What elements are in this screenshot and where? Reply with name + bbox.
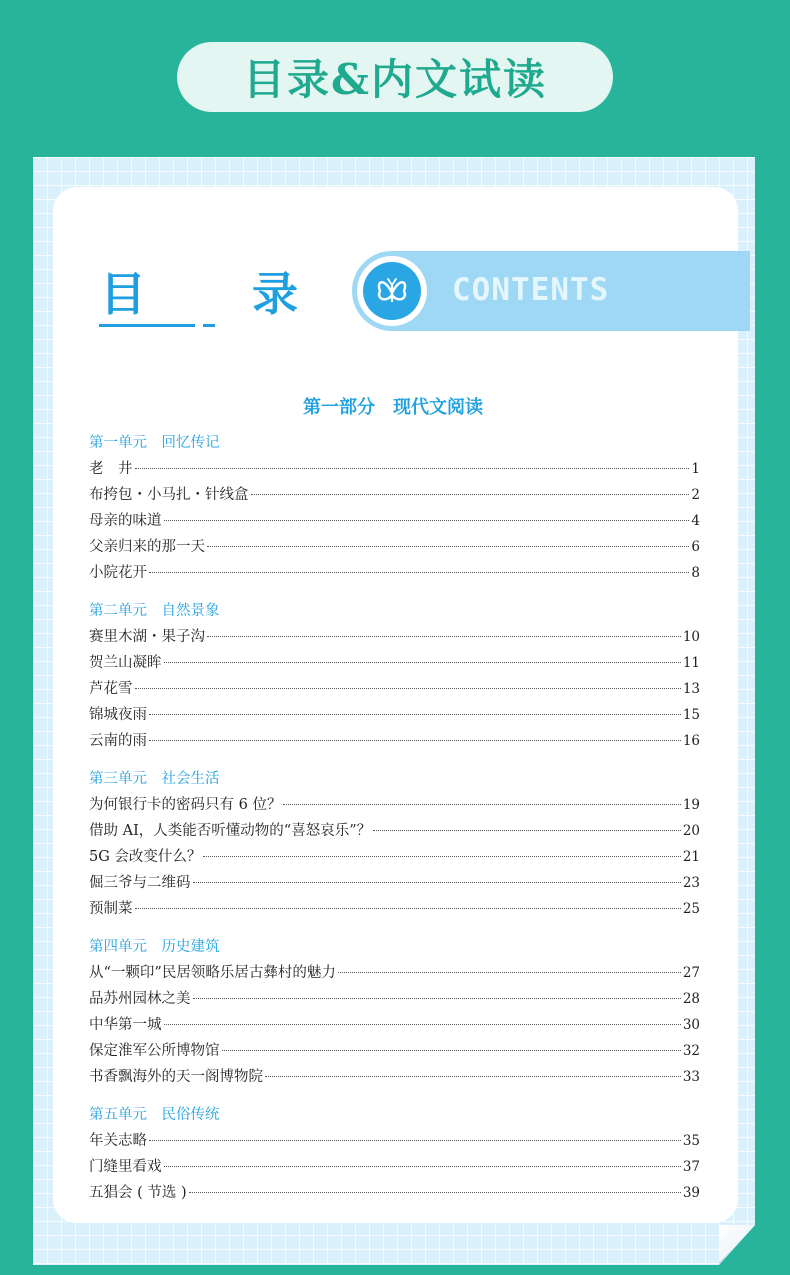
entry-page-number: 20: [682, 823, 700, 839]
toc-entry[interactable]: [89, 729, 700, 749]
dot-leader: [338, 972, 681, 973]
entry-page-number: 13: [682, 681, 700, 697]
contents-label: CONTENTS: [452, 272, 610, 308]
entry-page-number: 10: [682, 629, 700, 645]
dot-leader: [135, 908, 681, 909]
unit-title: 第四单元 历史建筑: [89, 939, 220, 955]
entry-title: 预制菜: [89, 901, 133, 917]
entry-page-number: 15: [682, 707, 700, 723]
toc-entry[interactable]: [89, 457, 700, 477]
toc-entry[interactable]: [89, 897, 700, 917]
toc-entry[interactable]: [89, 703, 700, 723]
dot-leader: [149, 1140, 681, 1141]
entry-title: 五猖会 ( 节选 ): [89, 1185, 187, 1201]
dot-leader: [251, 494, 690, 495]
toc-entry[interactable]: [89, 1155, 700, 1175]
dot-leader: [193, 882, 681, 883]
toc-heading: 目 录: [100, 267, 328, 321]
entry-title: 老 井: [89, 461, 133, 477]
toc-entry[interactable]: [89, 561, 700, 581]
entry-page-number: 6: [691, 539, 700, 555]
dot-leader: [265, 1076, 681, 1077]
toc-entry[interactable]: [89, 819, 700, 839]
entry-page-number: 1: [691, 461, 700, 477]
entry-page-number: 21: [682, 849, 700, 865]
toc-entry[interactable]: [89, 961, 700, 981]
toc-entry[interactable]: [89, 509, 700, 529]
toc-entry[interactable]: [89, 1013, 700, 1033]
dot-leader: [164, 1166, 681, 1167]
entry-title: 布挎包・小马扎・针线盒: [89, 487, 249, 503]
dot-leader: [164, 1024, 681, 1025]
page-banner: 目录&内文试读: [177, 42, 613, 112]
toc-entry[interactable]: [89, 677, 700, 697]
entry-page-number: 4: [691, 513, 700, 529]
entry-page-number: 27: [682, 965, 700, 981]
entry-title: 倔三爷与二维码: [89, 875, 191, 891]
unit-title: 第五单元 民俗传统: [89, 1107, 220, 1123]
entry-title: 品苏州园林之美: [89, 991, 191, 1007]
toc-entry[interactable]: [89, 1039, 700, 1059]
entry-page-number: 11: [682, 655, 700, 671]
entry-page-number: 28: [682, 991, 700, 1007]
butterfly-icon: [363, 262, 421, 320]
entry-page-number: 2: [691, 487, 700, 503]
entry-page-number: 35: [682, 1133, 700, 1149]
toc-entry[interactable]: [89, 1065, 700, 1085]
entry-title: 云南的雨: [89, 733, 147, 749]
toc-entry[interactable]: [89, 651, 700, 671]
entry-title: 从“一颗印”民居领略乐居古彝村的魅力: [89, 965, 336, 981]
unit-title: 第二单元 自然景象: [89, 603, 220, 619]
dot-leader: [373, 830, 681, 831]
entry-title: 年关志略: [89, 1133, 147, 1149]
dot-leader: [164, 662, 681, 663]
dot-leader: [189, 1192, 681, 1193]
dot-leader: [149, 740, 681, 741]
entry-title: 母亲的味道: [89, 513, 162, 529]
entry-page-number: 30: [682, 1017, 700, 1033]
entry-title: 赛里木湖・果子沟: [89, 629, 205, 645]
toc-entry[interactable]: [89, 483, 700, 503]
dot-leader: [193, 998, 681, 999]
dot-leader: [203, 856, 680, 857]
dot-leader: [222, 1050, 681, 1051]
dot-leader: [164, 520, 690, 521]
entry-title: 锦城夜雨: [89, 707, 147, 723]
entry-page-number: 8: [691, 565, 700, 581]
toc-entry[interactable]: [89, 1181, 700, 1201]
toc-entry[interactable]: [89, 871, 700, 891]
entry-page-number: 16: [682, 733, 700, 749]
dot-leader: [149, 714, 681, 715]
entry-title: 芦花雪: [89, 681, 133, 697]
unit-title: 第一单元 回忆传记: [89, 435, 220, 451]
entry-page-number: 37: [682, 1159, 700, 1175]
dot-leader: [135, 468, 690, 469]
entry-title: 门缝里看戏: [89, 1159, 162, 1175]
toc-entry[interactable]: [89, 1129, 700, 1149]
entry-title: 书香飘海外的天一阁博物院: [89, 1069, 263, 1085]
heading-underline-tail: [203, 324, 215, 327]
entry-title: 借助 AI，人类能否听懂动物的“喜怒哀乐”？: [89, 823, 372, 839]
toc-entry[interactable]: [89, 535, 700, 555]
part-title: 第一部分 现代文阅读: [303, 397, 483, 418]
dot-leader: [149, 572, 689, 573]
entry-page-number: 25: [682, 901, 700, 917]
entry-page-number: 23: [682, 875, 700, 891]
dot-leader: [207, 546, 689, 547]
entry-title: 保定淮军公所博物馆: [89, 1043, 220, 1059]
toc-entry[interactable]: [89, 793, 700, 813]
entry-title: 贺兰山凝眸: [89, 655, 162, 671]
entry-page-number: 39: [682, 1185, 700, 1201]
toc-entry[interactable]: [89, 987, 700, 1007]
unit-title: 第三单元 社会生活: [89, 771, 220, 787]
heading-underline: [99, 324, 195, 327]
dot-leader: [135, 688, 681, 689]
entry-title: 为何银行卡的密码只有 6 位？: [89, 797, 282, 813]
entry-page-number: 32: [682, 1043, 700, 1059]
dot-leader: [283, 804, 680, 805]
entry-title: 小院花开: [89, 565, 147, 581]
page-fold-corner: [719, 1225, 755, 1265]
entry-page-number: 19: [682, 797, 700, 813]
dot-leader: [207, 636, 681, 637]
toc-entry[interactable]: [89, 845, 700, 865]
entry-title: 父亲归来的那一天: [89, 539, 205, 555]
entry-title: 5G 会改变什么？: [89, 849, 202, 865]
entry-page-number: 33: [682, 1069, 700, 1085]
toc-entry[interactable]: [89, 625, 700, 645]
entry-title: 中华第一城: [89, 1017, 162, 1033]
